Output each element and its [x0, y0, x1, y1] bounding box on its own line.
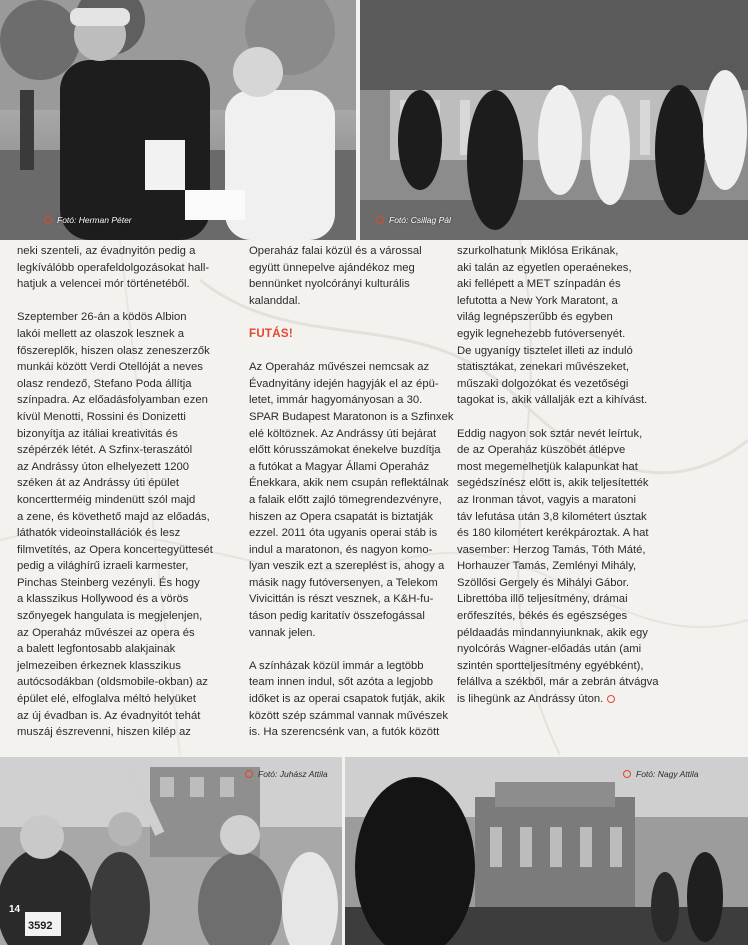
page-number: 14 [9, 904, 21, 915]
section-heading: FUTÁS! [249, 327, 293, 340]
article-column-2 [249, 243, 459, 757]
photo-opera-building-runners [345, 757, 748, 945]
paragraph: Az Operaház művészei nemcsak az Évadnyitány idején hagyják el az épü- letet, immár hagyományosan a 30. SPAR Budapest Maratonon is a Szfinxek elé költöznek. Az Andrássy úti bejárat előtt kórusszámokat énekelve buzdítja a futókat a Magyar Állami Operaház Énekkara, akik nem csupán reflektálnak a falaik előtt zajló tömegrendezvényre, hiszen az Opera csapatát is biztatják ezzel. 2011 óta ugyanis operai stáb is indul a maratonon, és nagyon komo- lyan veszik ezt a szereplést is, ahogy a másik nagy futóversenyen, a Telekom Vivicittán is részt vesznek, a K&H-fu- táson pedig karitatív összefogással vannak jelen. [249, 361, 454, 639]
photo-runners-waving [0, 757, 342, 945]
photo-credit: Fotó: Nagy Attila [623, 769, 699, 779]
paragraph-final [457, 426, 687, 708]
credit-dot-icon [376, 216, 384, 224]
article-end-icon [607, 695, 615, 703]
paragraph-final-text: Eddig nagyon sok sztár nevét leírtuk, de az Operaház küszöbét átlépve most megemelhetjük kalapunkat hat segédszínész előtt is, akik teljesítették az Ironman távot, vagyis a maratoni táv lefutása után 3,8 kilométert úsztak és 180 kilométert kerékpároztak. A hat vasember: Herzog Tamás, Tóth Máté, Horhauzer Tamás, Zemlényi Mihály, Szöllősi Gergely és Mihályi Gábor. Librettóba illő teljesítmény, drámai erőfeszítés, békés és egészséges példaadás mindannyiunknak, akik egy nyolcórás Wagner-előadás után (ami szintén sportteljesítmény egyébként), felállva a székből, már a zebrán átvágva is lihegünk az Andrássy úton. [457, 427, 659, 706]
photo-marathon-runners-opera [360, 0, 748, 240]
paragraph: szurkolhatunk Miklósa Erikának, aki talán az egyetlen operaénekes, aki fellépett a MET színpadán és lefutotta a New York Maratont, a világ legnépszerűbb és egyben egyik legnehezebb futóversenyét. De ugyanígy tisztelet illeti az induló statisztákat, zenekari művészeket, műszaki dolgozókat és vezetőségi tagokat is, akik vállalják ezt a kihívást. [457, 245, 648, 407]
credit-dot-icon [44, 216, 52, 224]
photo-credit: Fotó: Juhász Attila [245, 769, 328, 779]
article-column-1 [17, 243, 237, 757]
photo-credit: Fotó: Csillag Pál [376, 215, 451, 225]
photo-runners-with-map [0, 0, 356, 240]
paragraph: neki szenteli, az évadnyitón pedig a legkíválóbb operafeldolgozásokat hall- hatjuk a velencei mór történetéből. [17, 245, 210, 291]
paragraph: Operaház falai közül és a várossal együtt ünnepelve ajándékoz meg bennünket nyolcórányi kulturális kalanddal. [249, 245, 422, 307]
paragraph: A színházak közül immár a legtöbb team innen indul, sőt azóta a legjobb időket is az operai csapatok futják, akik között szép számmal vannak művészek is. Ha szerencsénk van, a futók között [249, 659, 449, 739]
photo-credit: Fotó: Herman Péter [44, 215, 132, 225]
credit-dot-icon [245, 770, 253, 778]
credit-dot-icon [623, 770, 631, 778]
paragraph: Szeptember 26-án a ködös Albion lakói mellett az olaszok lesznek a főszereplők, hiszen olasz zeneszerzők munkái között Verdi Otellóját a neves olasz rendező, Stefano Poda állítja színpadra. Az előadásfolyamban ezen kívül Menotti, Rossini és Donizetti bizonyítja az itáliai kreativitás és szépérzék létét. A Szfinx-teraszától az Andrássy úton elhelyezett 1200 széken át az Andrássy úti épület koncertterméig mindenütt szól majd a zene, és követhető majd az előadás, láthatók videoinstallációk és lesz filmvetítés, az Opera koncertegyüttesét pedig a világhírű izraeli karmester, Pinchas Steinberg vezényli. És hogy a klasszikus Hollywood és a vörös szőnyegek hangulata is megjelenjen, az Operaház művészei az opera és a balett legfontosabb alakjainak jelmezeiben érkeznek klasszikus autócsodákban (oldsmobile-okban) az épület elé, elfoglalva méltó helyüket az új évadban is. Az évadnyitót tehát muszáj észrevenni, hiszen kilép az [17, 311, 213, 739]
article-column-3 [457, 243, 687, 708]
race-bib-number: 3592 [28, 920, 53, 932]
